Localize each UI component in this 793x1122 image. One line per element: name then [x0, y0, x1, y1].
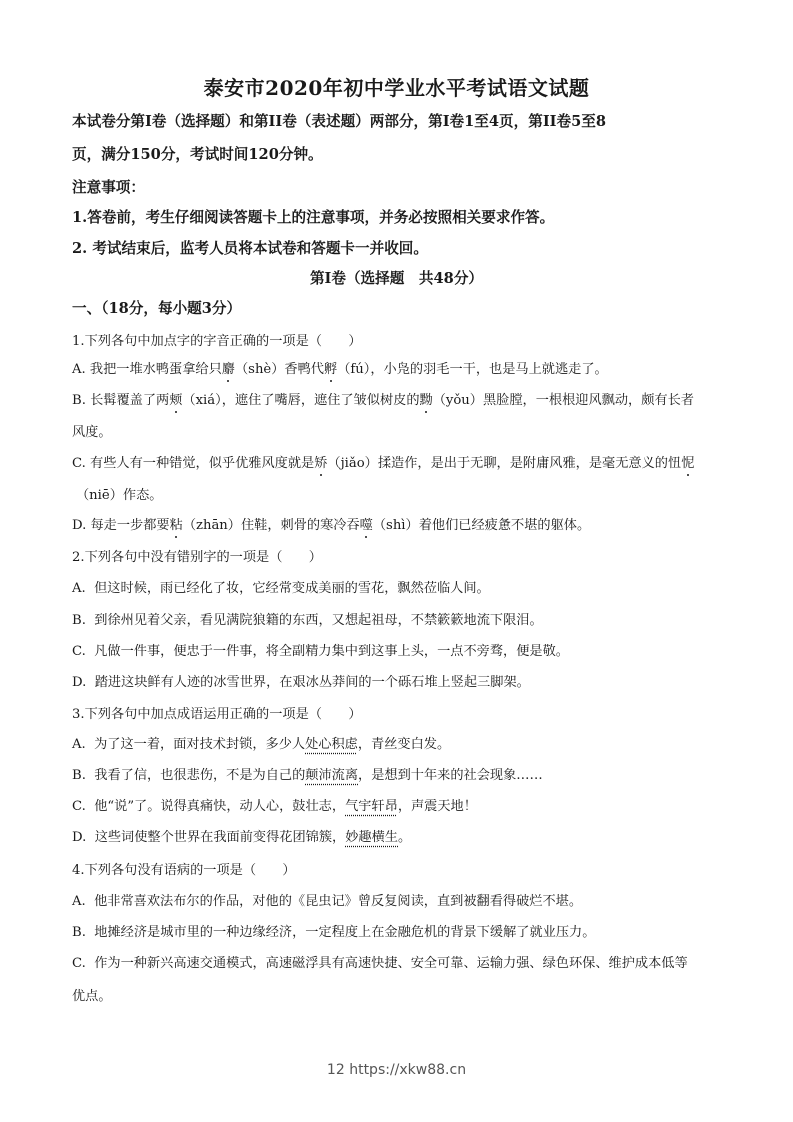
part-heading: 一、（18分，每小题3分）: [72, 300, 242, 317]
dotted-char: 矫: [314, 452, 327, 471]
question-4-option-a: [72, 890, 582, 909]
option-label: D.: [72, 830, 87, 845]
option-label: B.: [72, 393, 86, 408]
option-text: （fú），小凫的羽毛一干，也是马上就逃走了。: [337, 362, 608, 377]
option-text: （xiá），遮住了嘴唇，遮住了皱似树皮的: [182, 393, 420, 408]
question-4-option-c-cont: 优点。: [72, 989, 112, 1004]
question-3-option-d: [72, 826, 411, 845]
option-text: （jiǎo）揉造作，是出于无聊，是附庸风雅，是毫无意义的忸: [327, 456, 682, 471]
page-number: 12: [326, 1062, 345, 1078]
dotted-idiom: 处心积虑: [305, 737, 358, 752]
option-label: A.: [72, 894, 86, 909]
option-label: A.: [72, 581, 86, 596]
footer-url[interactable]: https://xkw88.cn: [349, 1062, 467, 1078]
notice-item-1: 1.答卷前，考生仔细阅读答题卡上的注意事项，并务必按照相关要求作答。: [72, 209, 555, 226]
dotted-idiom: 妙趣横生: [345, 830, 398, 845]
option-label: A.: [72, 737, 86, 752]
question-2-option-b: [72, 609, 543, 628]
question-4-option-b: [72, 921, 595, 940]
question-1-option-b: [72, 389, 694, 408]
dotted-char: 噬: [360, 514, 373, 533]
option-label: C.: [72, 456, 86, 471]
option-text: 这些词使整个世界在我面前变得花团锦簇，: [94, 830, 346, 845]
option-text: 长髯覆盖了两: [90, 393, 170, 408]
option-label: C.: [72, 644, 86, 659]
question-4-stem: 4.下列各句没有语病的一项是（ ）: [72, 863, 296, 878]
question-1-option-d: [72, 514, 590, 533]
notice-heading: 注意事项：: [72, 179, 145, 196]
section-title: 第I卷（选择题 共48分）: [309, 270, 484, 287]
question-1-option-b-cont: 风度。: [72, 425, 112, 440]
question-1-stem: 1.下列各句中加点字的字音正确的一项是（ ）: [72, 334, 362, 349]
option-text: 踏进这块鲜有人迹的冰雪世界，在艰冰丛莽间的一个砾石堆上竖起三脚架。: [94, 675, 530, 690]
dotted-char: 粘: [170, 514, 183, 533]
intro-line-2: 页，满分150分，考试时间120分钟。: [72, 146, 323, 163]
option-text: 到徐州见着父亲，看见满院狼籍的东西，又想起祖母，不禁簌簌地流下限泪。: [94, 613, 543, 628]
option-label: B.: [72, 613, 86, 628]
dotted-char: 麝: [222, 358, 235, 377]
option-label: D.: [72, 675, 87, 690]
dotted-char: 孵: [324, 358, 337, 377]
option-text: 每走一步都要: [90, 518, 170, 533]
option-label: B.: [72, 925, 86, 940]
option-label: C.: [72, 799, 86, 814]
dotted-char: 黝: [420, 389, 433, 408]
option-text: （yǒu）黑脸膛，一根根迎风飘动，颇有长者: [432, 393, 694, 408]
option-text: ，是想到十年来的社会现象……: [358, 768, 543, 783]
question-2-option-d: [72, 671, 530, 690]
option-text: 为了这一着，面对技术封锁，多少人: [94, 737, 306, 752]
option-text: ，声震天地！: [397, 799, 477, 814]
option-text: 地摊经济是城市里的一种边缘经济，一定程度上在金融危机的背景下缓解了就业压力。: [94, 925, 596, 940]
option-text: （shè）香鸭代: [234, 362, 324, 377]
question-2-option-c: [72, 640, 569, 659]
option-text: 他“说”了。说得真痛快，动人心，鼓壮志，: [94, 799, 346, 814]
option-label: D.: [72, 518, 87, 533]
option-text: 但这时候，雨已经化了妆，它经常变成美丽的雪花，飘然莅临人间。: [94, 581, 490, 596]
option-text: （zhān）住鞋，刺骨的寒冷吞: [182, 518, 360, 533]
question-3-option-b: [72, 764, 543, 783]
question-1-option-a: [72, 358, 608, 377]
dotted-char: 怩: [681, 452, 694, 471]
dotted-idiom: 气宇轩昂: [345, 799, 398, 814]
intro-line-1: 本试卷分第I卷（选择题）和第II卷（表述题）两部分，第I卷1至4页，第II卷5至8: [72, 113, 606, 130]
question-3-option-a: [72, 733, 450, 752]
option-text: ，青丝变白发。: [357, 737, 451, 752]
question-1-option-c-cont: （niē）作态。: [76, 488, 163, 503]
dotted-idiom: 颠沛流离: [305, 768, 359, 783]
option-text: 作为一种新兴高速交通模式，高速磁浮具有高速快捷、安全可靠、运输力强、绿色环保、维护成本低等: [94, 956, 688, 971]
option-text: 。: [398, 830, 412, 845]
question-3-option-c: [72, 795, 477, 814]
question-3-stem: 3.下列各句中加点成语运用正确的一项是（ ）: [72, 707, 362, 722]
option-text: （shì）着他们已经疲惫不堪的躯体。: [372, 518, 591, 533]
question-1-option-c: [72, 452, 694, 471]
notice-item-2: 2. 考试结束后，监考人员将本试卷和答题卡一并收回。: [72, 240, 428, 257]
option-text: 他非常喜欢法布尔的作品，对他的《昆虫记》曾反复阅读，直到被翻看得破烂不堪。: [94, 894, 583, 909]
option-text: 我把一堆水鸭蛋拿给只: [89, 362, 222, 377]
dotted-char: 颊: [169, 389, 182, 408]
question-2-stem: 2.下列各句中没有错别字的一项是（ ）: [72, 550, 322, 565]
document-title: 泰安市2020年初中学业水平考试语文试题: [203, 76, 590, 100]
page-footer: [0, 1062, 793, 1078]
option-label: B.: [72, 768, 86, 783]
question-4-option-c: [72, 952, 688, 971]
option-label: C.: [72, 956, 86, 971]
option-text: 有些人有一种错觉，似乎优雅风度就是: [90, 456, 315, 471]
option-label: A.: [72, 362, 86, 377]
option-text: 凡做一件事，便忠于一件事，将全副精力集中到这事上头，一点不旁骛，便是敬。: [94, 644, 569, 659]
option-text: 我看了信，也很悲伤，不是为自己的: [94, 768, 306, 783]
question-2-option-a: [72, 577, 490, 596]
